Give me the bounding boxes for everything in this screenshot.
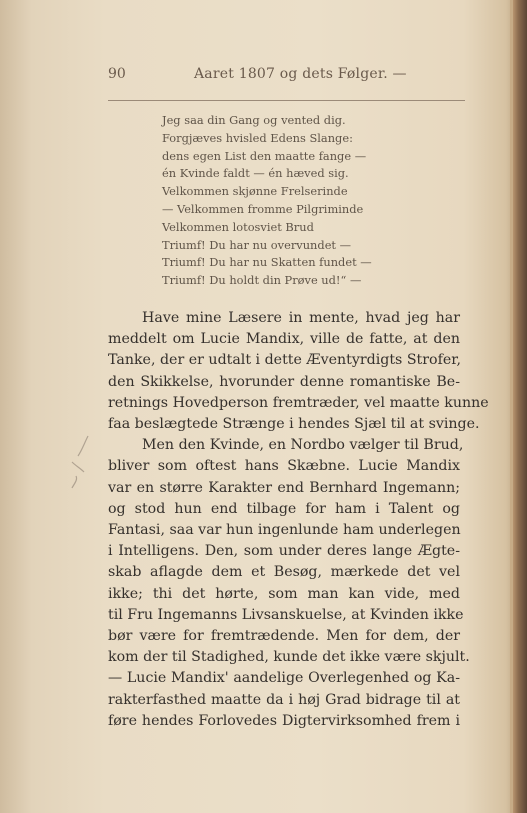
prose-line: i Intelligens. Den, som under deres lange Ægte- — [108, 543, 460, 560]
verse-line: Velkommen skjønne Frelserinde — [162, 184, 348, 199]
verse-line: Jeg saa din Gang og vented dig. — [162, 113, 346, 127]
verse-line: dens egen List den maatte fange — — [162, 148, 367, 163]
verse-line: Forgjæves hvisled Edens Slange: — [162, 130, 353, 145]
prose-line: og stod hun end tilbage for ham i Talent og — [108, 500, 460, 517]
prose-line: Fantasi, saa var hun ingenlunde ham underlegen — [108, 522, 461, 539]
prose-line: ikke; thi det hørte, som man kan vide, med — [108, 585, 460, 602]
prose-line: bør være for fremtrædende. Men for dem, der — [108, 628, 460, 645]
page-number: 90 — [108, 66, 126, 82]
prose-line: Men den Kvinde, en Nordbo vælger til Brud, — [142, 437, 464, 454]
prose-line: Have mine Læsere in mente, hvad jeg har — [142, 310, 460, 326]
verse-line: Triumf! Du holdt din Prøve ud!“ — — [162, 273, 362, 288]
verse-line: Triumf! Du har nu Skatten fundet — — [162, 255, 372, 270]
prose-line: skab aflagde dem et Besøg, mærkede det vel — [108, 564, 460, 581]
prose-line: meddelt om Lucie Mandix, ville de fatte, at den — [108, 331, 460, 348]
prose-block — [108, 308, 489, 732]
prose-line: — Lucie Mandix' aandelige Overlegenhed og Ka- — [108, 670, 460, 687]
prose-line: retnings Hovedperson fremtræder, vel maatte kunne — [108, 394, 489, 411]
prose-line: var en større Karakter end Bernhard Ingemann; — [108, 479, 460, 496]
prose-line: føre hendes Forlovedes Digtervirksomhed frem i — [108, 712, 460, 729]
prose-line: den Skikkelse, hvorunder denne romantiske Be- — [108, 373, 460, 390]
prose-line: rakterfasthed maatte da i høj Grad bidrage til at — [108, 691, 460, 708]
prose-line: til Fru Ingemanns Livsanskuelse, at Kvinden ikke — [108, 606, 464, 623]
header-rule — [108, 100, 465, 101]
verse-block — [162, 112, 452, 290]
verse-line: Triumf! Du har nu overvundet — — [162, 237, 352, 252]
prose-line: bliver som oftest hans Skæbne. Lucie Mandix — [108, 458, 460, 475]
pencil-mark — [66, 432, 96, 492]
verse-line: én Kvinde faldt — én hæved sig. — [162, 166, 349, 181]
prose-line: Tanke, der er udtalt i dette Æventyrdigts Strofer, — [108, 352, 461, 369]
prose-line: faa beslægtede Strænge i hendes Sjæl til at svinge. — [108, 416, 480, 433]
book-spine-edge — [513, 0, 527, 813]
verse-line: — Velkommen fromme Pilgriminde — [162, 201, 364, 216]
verse-line: Velkommen lotosviet Brud — [162, 219, 314, 234]
prose-line: kom der til Stadighed, kunde det ikke være skjult. — [108, 649, 470, 666]
running-head: Aaret 1807 og dets Følger. — — [194, 66, 407, 82]
